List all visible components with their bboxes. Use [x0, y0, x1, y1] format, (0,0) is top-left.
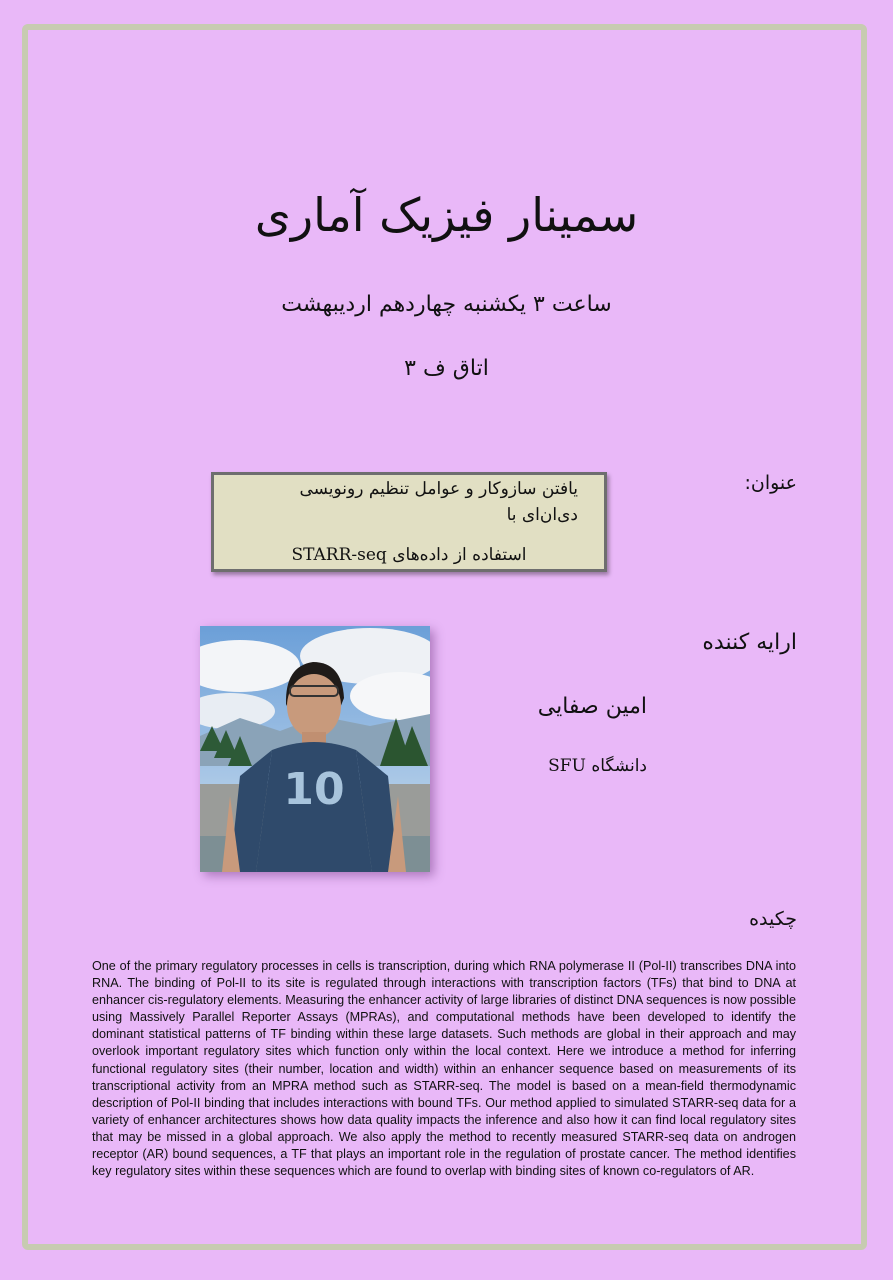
topic-box	[211, 472, 607, 572]
presenter-label: ارایه کننده	[702, 630, 797, 655]
abstract-text: One of the primary regulatory processes in cells is transcription, during which RNA polymerase II (Pol-II) transcribes DNA into RNA. The binding of Pol-II to its site is regulated through interactions with transcription factors (TFs) that bind to DNA at enhancer cis-regulatory elements. Measuring the enhancer activity of large libraries of distinct DNA sequences is now possible using Massively Parallel Reporter Assays (MPRAs), and computational methods have been developed to identify the dominant statistical patterns of TF binding within these large datasets. Such methods are global in their approach and may overlook important regulatory sites which function only within the local context. Here we introduce a method for inferring functional regulatory sites (their number, location and width) within an enhancer sequence based on measurements of its transcriptional activity from an MPRA method such as STARR-seq. The model is based on a mean-field thermodynamic description of Pol-II binding that includes interactions with bound TFs. Our method applied to simulated STARR-seq data for a variety of enhancer architectures shows how data quality impacts the inference and also how it can find local regulatory sites that may be missed in a global approach. We also apply the method to recently measured STARR-seq data on androgen receptor (AR) bound sequences, a TF that plays an important role in the regulation of prostate cancer. The method identifies key regulatory sites within these sequences which are found to overlap with binding sites of known co-regulators of AR.	[92, 959, 796, 1179]
shirt-print: 10	[283, 764, 345, 815]
seminar-room: اتاق ف ۳	[404, 356, 489, 381]
seminar-datetime: ساعت ۳ یکشنبه چهاردهم اردیبهشت	[281, 292, 612, 317]
abstract-label: چکیده	[749, 908, 797, 930]
presenter-university: دانشگاه SFU	[548, 756, 647, 776]
presenter-name: امین صفایی	[537, 694, 647, 719]
seminar-title: سمینار فیزیک آماری	[254, 188, 639, 242]
topic-line-1: یافتن سازوکار و عوامل تنظیم رونویسی دی‌ان‌ای با	[299, 479, 578, 525]
presenter-photo-graphic	[200, 626, 430, 872]
subject-label: عنوان:	[744, 472, 797, 494]
presenter-photo	[200, 626, 430, 872]
topic-line-2: استفاده از داده‌های STARR-seq	[291, 545, 527, 565]
